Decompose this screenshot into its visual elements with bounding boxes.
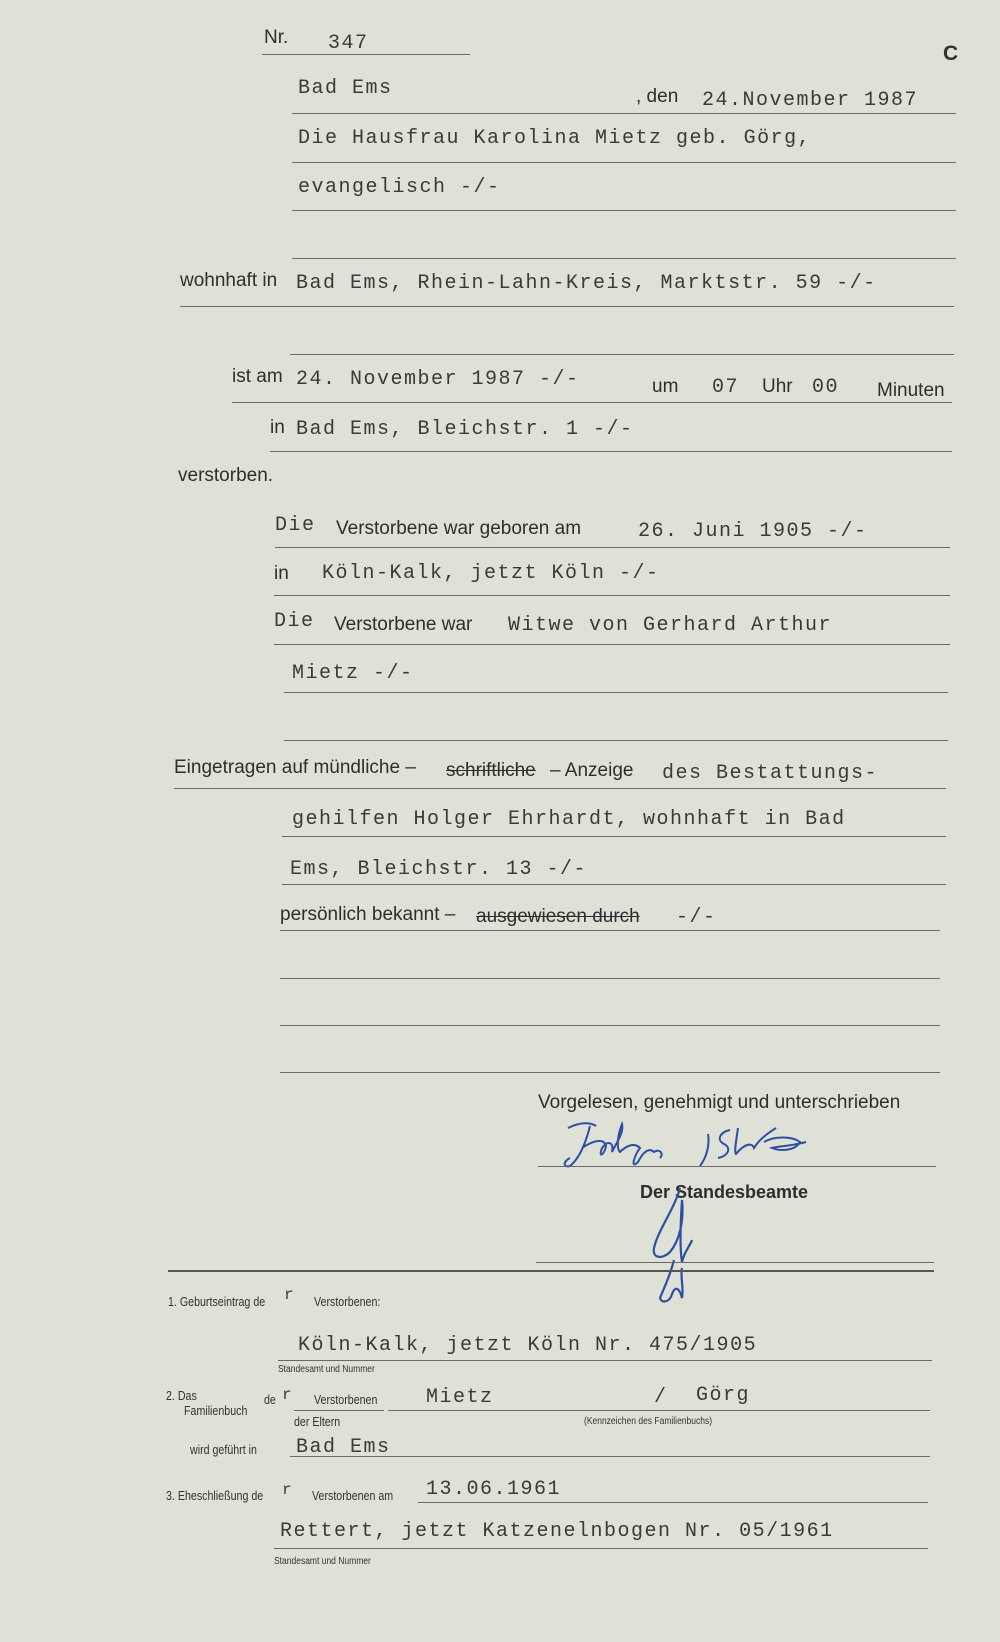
registration-rule-1	[174, 788, 946, 789]
item1-rule	[278, 1360, 932, 1361]
death-date: 24. November 1987 -/-	[296, 368, 580, 391]
item3-rule	[274, 1548, 928, 1549]
known-value: -/-	[676, 906, 717, 929]
registrar-signature-line	[536, 1262, 934, 1263]
birth-date: 26. Juni 1905 -/-	[638, 520, 868, 543]
read-approved-label: Vorgelesen, genehmigt und unterschrieben	[538, 1092, 901, 1113]
registrar-signature	[640, 1180, 720, 1310]
den-label: , den	[636, 86, 679, 107]
item3-value: Rettert, jetzt Katzenelnbogen Nr. 05/1961	[280, 1520, 834, 1543]
item1-caption: Standesamt und Nummer	[278, 1364, 375, 1375]
item3-label-b: Verstorbenen am	[312, 1488, 394, 1503]
item3-date: 13.06.1961	[426, 1478, 562, 1501]
person-line-2: evangelisch -/-	[298, 176, 501, 199]
residence-label: wohnhaft in	[180, 270, 278, 291]
person-line-2-rule	[292, 210, 956, 211]
death-place-rule	[270, 451, 952, 452]
registration-rule-3	[282, 884, 946, 885]
informant-signature	[560, 1118, 850, 1178]
item2-suffix: r	[282, 1386, 294, 1404]
blank-line	[290, 354, 954, 355]
uhr-label: Uhr	[762, 376, 793, 397]
person-line-1: Die Hausfrau Karolina Mietz geb. Görg,	[298, 127, 812, 150]
item3-date-rule	[418, 1502, 928, 1503]
marital-label: Verstorbene war	[334, 614, 473, 635]
death-hour: 07	[712, 376, 740, 399]
marital-rule-2	[284, 692, 948, 693]
known-label: persönlich bekannt –	[280, 904, 456, 925]
residence-value: Bad Ems, Rhein-Lahn-Kreis, Marktstr. 59 -/-	[296, 272, 877, 295]
record-number: 347	[328, 32, 369, 55]
blank-line	[284, 740, 948, 741]
item3-label-a: 3. Eheschließung de	[166, 1488, 264, 1503]
item2-separator: /	[654, 1386, 668, 1409]
item3-caption: Standesamt und Nummer	[274, 1556, 371, 1567]
registration-struck-written: schriftliche	[446, 760, 536, 781]
death-place-label: in	[270, 417, 285, 438]
birth-date-rule	[275, 547, 950, 548]
marital-prefix: Die	[274, 610, 315, 633]
nr-label: Nr.	[264, 27, 289, 48]
item2-kept-label: wird geführt in	[190, 1442, 257, 1457]
item2-label-rule	[294, 1410, 384, 1411]
registration-label-1: Eingetragen auf mündliche –	[174, 757, 416, 778]
blank-line	[280, 1072, 940, 1073]
marital-rule-1	[274, 644, 950, 645]
um-label: um	[652, 376, 679, 397]
item2-caption: (Kennzeichen des Familienbuchs)	[584, 1416, 713, 1427]
item1-value: Köln-Kalk, jetzt Köln Nr. 475/1905	[298, 1334, 758, 1357]
registration-label-2: – Anzeige	[550, 760, 634, 781]
verstorben-label: verstorben.	[178, 465, 274, 486]
informant-signature-line	[538, 1166, 936, 1167]
item2-label-c: der Eltern	[294, 1414, 341, 1429]
birth-prefix: Die	[275, 514, 316, 537]
item2-de: de	[264, 1392, 276, 1407]
place: Bad Ems	[298, 77, 393, 100]
item3-suffix: r	[282, 1481, 294, 1499]
nr-underline	[262, 54, 470, 55]
known-struck-id: ausgewiesen durch	[476, 906, 640, 927]
item2-rule	[388, 1410, 930, 1411]
item2-label-a: 2. Das	[166, 1388, 197, 1403]
death-date-rule	[232, 402, 952, 403]
death-date-label: ist am	[232, 366, 283, 387]
item2-kept-rule	[290, 1456, 930, 1457]
death-minutes: 00	[812, 376, 840, 399]
item2-kept-value: Bad Ems	[296, 1436, 391, 1459]
birth-place-rule	[274, 595, 950, 596]
item2-value-a: Mietz	[426, 1386, 494, 1409]
item2-label-a2: Familienbuch	[184, 1403, 248, 1418]
blank-line	[292, 258, 956, 259]
registration-rule-2	[282, 836, 946, 837]
footer-separator	[168, 1270, 934, 1272]
blank-line	[280, 1025, 940, 1026]
minuten-label: Minuten	[877, 380, 945, 401]
registrar-label: Der Standesbeamte	[640, 1182, 809, 1202]
item2-label-b: Verstorbenen	[314, 1392, 378, 1407]
birth-label: Verstorbene war geboren am	[336, 518, 582, 539]
place-date-line	[292, 113, 956, 114]
death-place: Bad Ems, Bleichstr. 1 -/-	[296, 418, 634, 441]
item2-value-b: Görg	[696, 1384, 751, 1407]
item1-suffix: r	[284, 1286, 296, 1304]
known-rule	[280, 930, 940, 931]
registration-value-2: gehilfen Holger Ehrhardt, wohnhaft in Bad	[292, 808, 846, 831]
marital-value-2: Mietz -/-	[292, 662, 414, 685]
birth-place-label: in	[274, 563, 289, 584]
residence-rule	[180, 306, 954, 307]
person-line-1-rule	[292, 162, 956, 163]
document-date: 24.November 1987	[702, 89, 919, 112]
blank-line	[280, 978, 940, 979]
registration-value-1: des Bestattungs-	[662, 762, 879, 785]
marital-value-1: Witwe von Gerhard Arthur	[508, 614, 833, 637]
registration-value-3: Ems, Bleichstr. 13 -/-	[290, 858, 588, 881]
item1-label-a: 1. Geburtseintrag de	[168, 1294, 266, 1309]
form-letter: C	[943, 42, 959, 65]
item1-label-b: Verstorbenen:	[314, 1294, 381, 1309]
birth-place: Köln-Kalk, jetzt Köln -/-	[322, 562, 660, 585]
